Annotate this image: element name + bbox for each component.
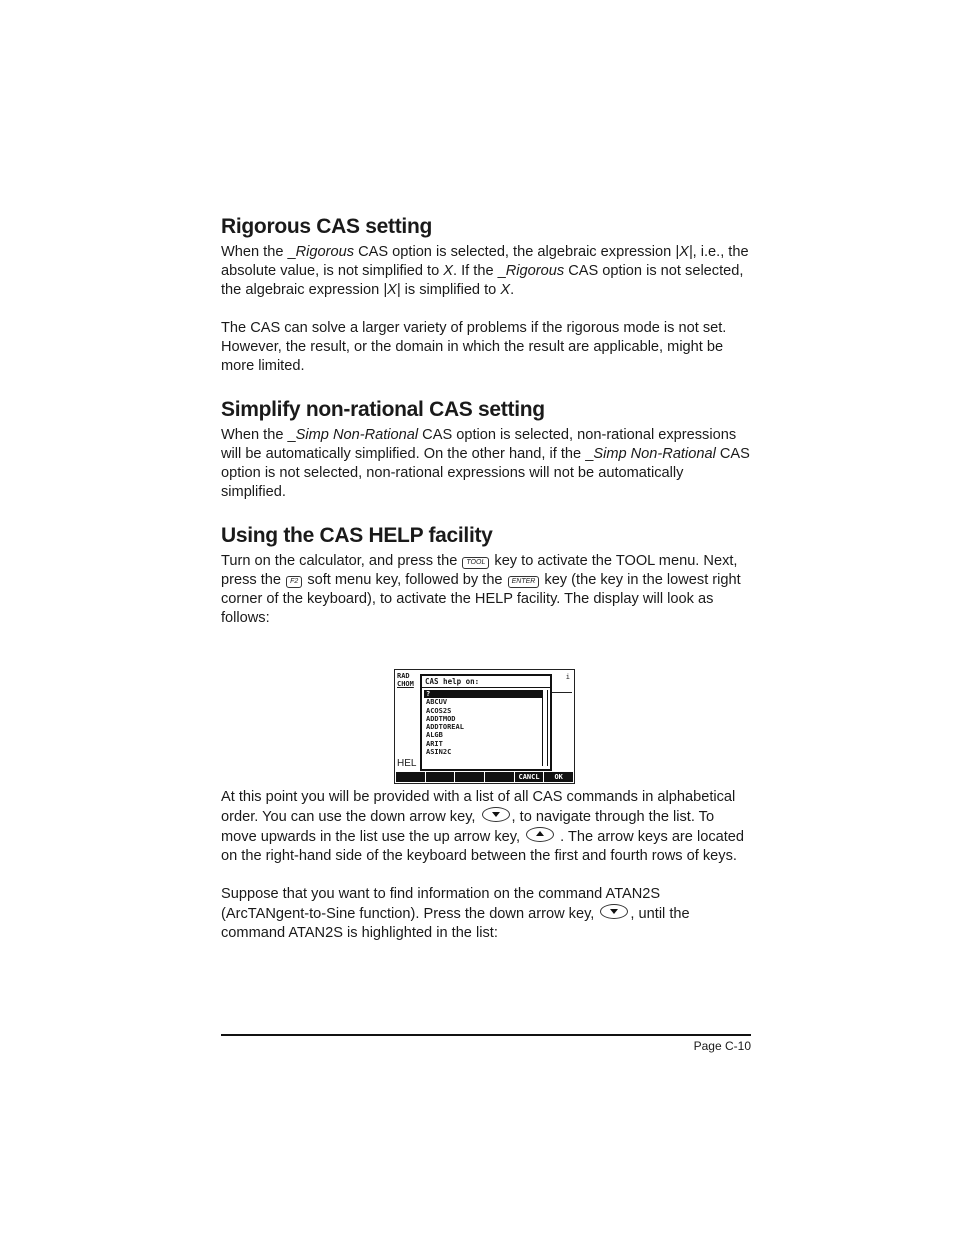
simplify-paragraph: When the _Simp Non-Rational CAS option is selected, non-rational expressions will be automatically simplified. On the other hand, if the _Simp Non-Rational CAS option is not selected, non-rational expressions will not be automatically simplified. (221, 427, 750, 500)
help-heading: Using the CAS HELP facility (221, 524, 493, 547)
ok-softkey[interactable]: OK (544, 772, 573, 782)
footer-rule (221, 1034, 751, 1036)
tool-key-icon: TOOL (462, 557, 489, 569)
softkey-bar (396, 772, 573, 782)
list-item[interactable]: ADDTOREAL (426, 723, 464, 732)
simplify-heading: Simplify non-rational CAS setting (221, 398, 545, 421)
list-item[interactable]: ACOS2S (426, 706, 452, 715)
help-paragraph-2: At this point you will be provided with a list of all CAS commands in alphabetical order. You can use the down arrow key, , to navigate through the list. To move upwards in the list use the up arrow key, . The arrow keys are located on the right-hand side of the keyboard between the first and fourth rows of keys. (221, 789, 745, 864)
list-item[interactable]: ? (424, 690, 542, 698)
page-number: Page C-10 (693, 1039, 751, 1053)
list-item[interactable]: ALGB (426, 731, 443, 740)
cas-help-dialog (420, 674, 552, 771)
page-content (221, 214, 751, 943)
help-label: HEL (397, 758, 417, 769)
softkey-1[interactable] (396, 772, 425, 782)
up-arrow-key-icon (526, 827, 554, 842)
f2-key-icon: F2 (286, 576, 302, 588)
enter-key-icon: ENTER (508, 576, 540, 588)
list-item[interactable]: ARIT (426, 739, 443, 748)
scrollbar[interactable] (542, 690, 548, 766)
dialog-title: CAS help on: (422, 676, 550, 688)
header-indicator: i (565, 673, 570, 681)
command-list[interactable] (424, 690, 542, 766)
list-item[interactable]: ADDTMOD (426, 714, 456, 723)
down-arrow-key-icon (600, 904, 628, 919)
softkey-4[interactable] (485, 772, 514, 782)
help-paragraph-1: Turn on the calculator, and press the TOOL key to activate the TOOL menu. Next, press the F2 soft menu key, followed by the ENTER key (the key in the lowest right corner of the keyboard), to activate the HELP facility. The display will look as follows: (221, 553, 741, 626)
list-item[interactable]: ASIN2C (426, 748, 452, 757)
calculator-screen (394, 669, 575, 784)
rigorous-paragraph-2: The CAS can solve a larger variety of problems if the rigorous mode is not set. However, the result, or the domain in which the result are applicable, might be more limited. (221, 320, 727, 374)
softkey-2[interactable] (426, 772, 455, 782)
rigorous-paragraph-1: When the _Rigorous CAS option is selected, the algebraic expression |X|, i.e., the absolute value, is not simplified to X. If the _Rigorous CAS option is not selected, the algebraic expression |X| is simplified to X. (221, 244, 749, 298)
mode-indicator: RAD CHOM (397, 672, 414, 688)
calculator-screenshot (394, 669, 575, 784)
softkey-3[interactable] (455, 772, 484, 782)
down-arrow-key-icon (482, 807, 510, 822)
cancel-softkey[interactable]: CANCL (515, 772, 544, 782)
list-item[interactable]: ABCUV (426, 698, 448, 707)
help-paragraph-3: Suppose that you want to find information on the command ATAN2S (ArcTANgent-to-Sine function). Press the down arrow key, , until the command ATAN2S is highlighted in the list: (221, 886, 690, 941)
rigorous-heading: Rigorous CAS setting (221, 215, 433, 238)
